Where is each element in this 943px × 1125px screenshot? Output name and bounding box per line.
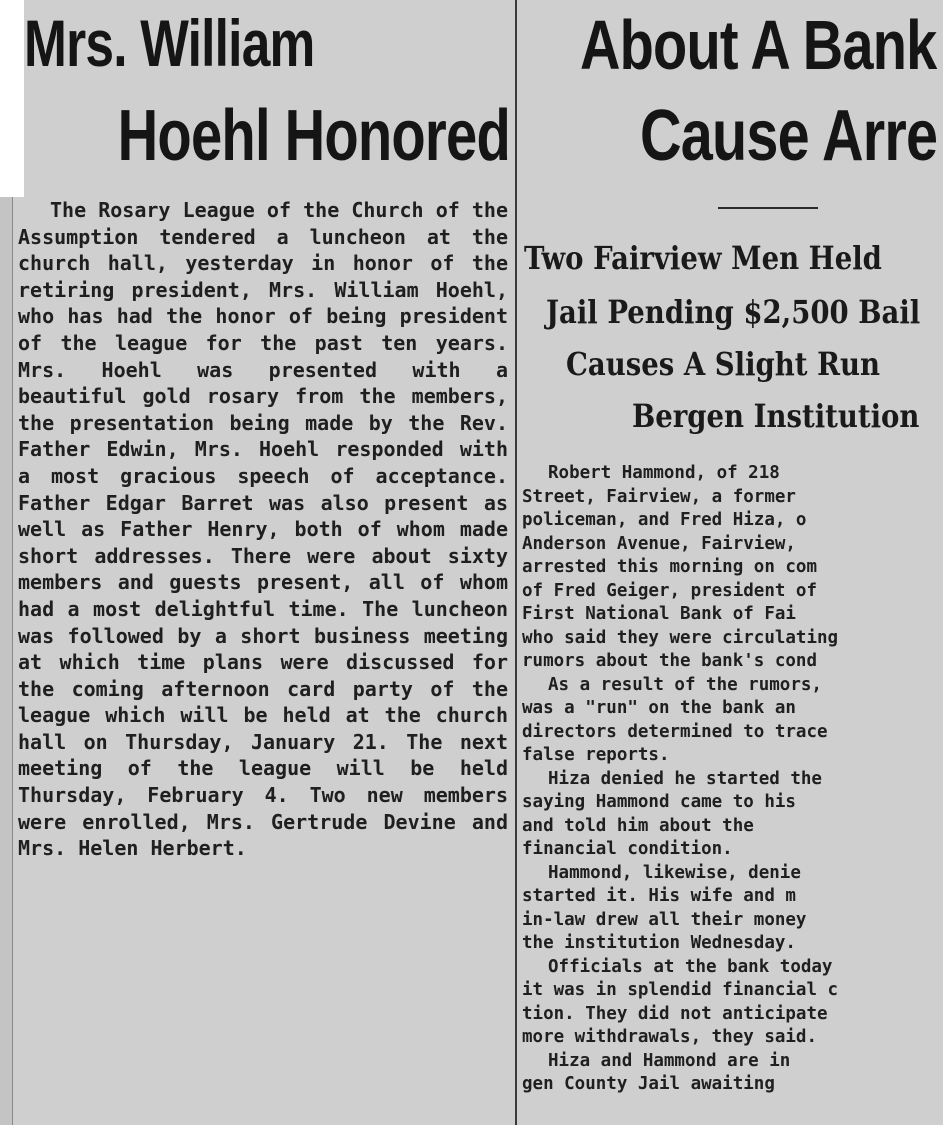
deck-line4: Bergen Institution xyxy=(632,397,920,435)
right-paragraph: As a result of the rumors, was a "run" on the bank an directors determined to trace false reports. xyxy=(522,674,828,765)
deck-line2: Jail Pending $2,500 Bail xyxy=(546,293,921,331)
right-paragraph: Hiza denied he started the saying Hammond came to his and told him about the financial condition. xyxy=(522,768,822,859)
left-headline-line1: Mrs. William xyxy=(24,6,315,80)
right-paragraph: Hiza and Hammond are in gen County Jail awaiting xyxy=(522,1050,791,1094)
column-divider xyxy=(515,0,517,1125)
right-article xyxy=(522,0,943,1125)
right-headline-line2: Cause Arre xyxy=(640,96,938,176)
headline-rule xyxy=(718,207,818,209)
right-headline-line1: About A Bank xyxy=(580,6,937,84)
deck-line3: Causes A Slight Run xyxy=(566,345,880,383)
right-paragraph: Officials at the bank today it was in splendid financial c tion. They did not anticipate more withdrawals, they said. xyxy=(522,956,839,1047)
right-paragraph: Robert Hammond, of 218 Street, Fairview, a former policeman, and Fred Hiza, o Anderson Avenue, Fairview, arrested this morning on com of Fred Geiger, president of First National Bank of Fai who said they were circulating rumors about the bank's cond xyxy=(522,463,839,671)
scan-edge xyxy=(0,197,13,1125)
right-article-body xyxy=(522,462,943,1097)
left-article-body: The Rosary League of the Church of the Assumption tendered a luncheon at the church hall, yesterday in honor of the retiring president, Mrs. William Hoehl, who has had the honor of being president of the league for the past ten years. Mrs. Hoehl was presented with a beautiful gold rosary from the members, the presentation being made by the Rev. Father Edwin, Mrs. Hoehl responded with a most gracious speech of acceptance. Father Edgar Barret was also present as well as Father Henry, both of whom made short addresses. There were about sixty members and guests present, all of whom had a most delightful time. The luncheon was followed by a short business meeting at which time plans were discussed for the coming afternoon card party of the league which will be held at the church hall on Thursday, January 21. The next meeting of the league will be held Thursday, February 4. Two new members were enrolled, Mrs. Gertrude Devine and Mrs. Helen Herbert. xyxy=(18,198,508,861)
deck-line1: Two Fairview Men Held xyxy=(524,239,882,277)
right-paragraph: Hammond, likewise, denie started it. His wife and m in-law drew all their money the institution Wednesday. xyxy=(522,862,807,953)
left-headline-line2: Hoehl Honored xyxy=(117,96,510,176)
scan-margin xyxy=(0,0,24,197)
